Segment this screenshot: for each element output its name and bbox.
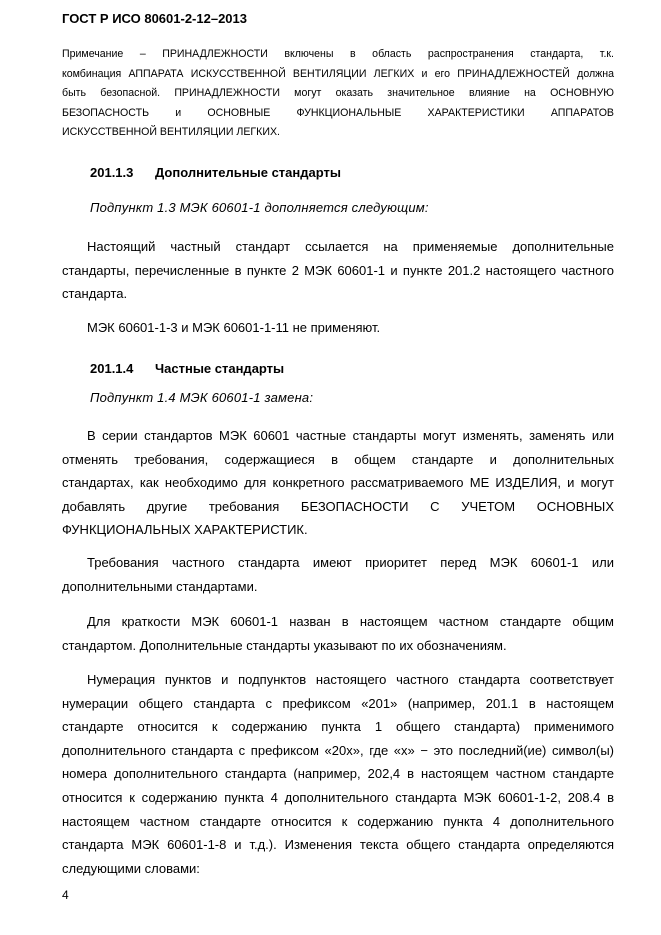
section-number: 201.1.3 — [90, 165, 134, 180]
section-heading-201-1-4 — [90, 361, 284, 376]
text-line: МЭК 60601-1-3 и МЭК 60601-1-11 не применяют. — [87, 320, 381, 335]
text-line: настоящем частном стандарте относится к содержанию пункта 4 дополнительного — [62, 813, 614, 829]
text-line: номера дополнительного стандарта (например, 202,4 в настоящем частном стандарте — [62, 766, 614, 782]
text-line: Для краткости МЭК 60601-1 назван в настоящем частном стандарте общим — [87, 614, 614, 629]
note-line: БЕЗОПАСНОСТЬ и ОСНОВНЫЕ ФУНКЦИОНАЛЬНЫЕ ХАРАКТЕРИСТИКИ АППАРАТОВ — [62, 106, 614, 119]
note-line: комбинация АППАРАТА ИСКУССТВЕННОЙ ВЕНТИЛЯЦИИ ЛЕГКИХ и его ПРИНАДЛЕЖНОСТЕЙ должна — [62, 67, 614, 80]
text-line: Требования частного стандарта имеют приоритет перед МЭК 60601-1 или — [87, 555, 614, 570]
note-line: быть безопасной. ПРИНАДЛЕЖНОСТИ могут оказать значительное влияние на ОСНОВНУЮ — [62, 87, 614, 99]
text-line: Нумерация пунктов и подпунктов настоящего частного стандарта соответствует — [87, 672, 614, 687]
text-line: стандартах, как необходимо для конкретного рассматриваемого МЕ ИЗДЕЛИЯ, и могут — [62, 475, 614, 491]
page-number: 4 — [62, 888, 69, 902]
text-line: стандарта. — [62, 286, 128, 302]
text-line: стандартом. Дополнительные стандарты указывают по их обозначениям. — [62, 637, 507, 653]
note-line: Примечание – ПРИНАДЛЕЖНОСТИ включены в область распространения стандарта, т.к. — [62, 48, 614, 60]
paragraph-numbering — [62, 668, 614, 880]
text-line: В серии стандартов МЭК 60601 частные стандарты могут изменять, заменять или — [87, 428, 614, 443]
paragraph-not-applied — [62, 316, 614, 340]
note-line: ИСКУССТВЕННОЙ ВЕНТИЛЯЦИИ ЛЕГКИХ. — [62, 126, 280, 138]
section-heading-201-1-3 — [90, 165, 341, 180]
text-line: стандарта МЭК 60601-1-8 и т.д.). Изменения текста общего стандарта определяются — [62, 837, 614, 853]
text-line: относится к содержанию пункта 4 дополнительного стандарта МЭК 60601-1-2, 208.4 в — [62, 789, 614, 805]
text-line: нумерации общего стандарта с префиксом «201» (например, 201.1 в настоящем — [62, 695, 614, 711]
text-line: следующими словами: — [62, 860, 200, 876]
paragraph-brevity — [62, 610, 614, 657]
paragraph-references — [62, 235, 614, 306]
section-title: Дополнительные стандарты — [155, 165, 341, 180]
text-line: дополнительного стандарта с префиксом «20x», где «x» − это последний(ие) символ(ы) — [62, 742, 614, 758]
text-line: отменять требования, содержащиеся в общем стандарте и дополнительных — [62, 451, 614, 467]
section-number: 201.1.4 — [90, 361, 134, 376]
text-line: стандарты, перечисленные в пункте 2 МЭК 60601-1 и пункте 201.2 настоящего частного — [62, 262, 614, 278]
text-line: Настоящий частный стандарт ссылается на применяемые дополнительные — [87, 239, 614, 254]
paragraph-particular-standards — [62, 424, 614, 542]
note-paragraph — [62, 45, 614, 143]
text-line: дополнительными стандартами. — [62, 578, 258, 594]
text-line: добавлять другие требования БЕЗОПАСНОСТИ С УЧЕТОМ ОСНОВНЫХ — [62, 498, 614, 514]
amendment-instruction: Подпункт 1.3 МЭК 60601-1 дополняется следующим: — [90, 200, 429, 215]
text-line: стандарте относится к содержанию пункта 1 общего стандарта) применимого — [62, 719, 614, 735]
document-header: ГОСТ Р ИСО 80601-2-12–2013 — [62, 11, 247, 26]
section-title: Частные стандарты — [155, 361, 285, 376]
paragraph-priority — [62, 551, 614, 598]
amendment-instruction: Подпункт 1.4 МЭК 60601-1 замена: — [90, 390, 314, 405]
text-line: ФУНКЦИОНАЛЬНЫХ ХАРАКТЕРИСТИК. — [62, 522, 308, 538]
